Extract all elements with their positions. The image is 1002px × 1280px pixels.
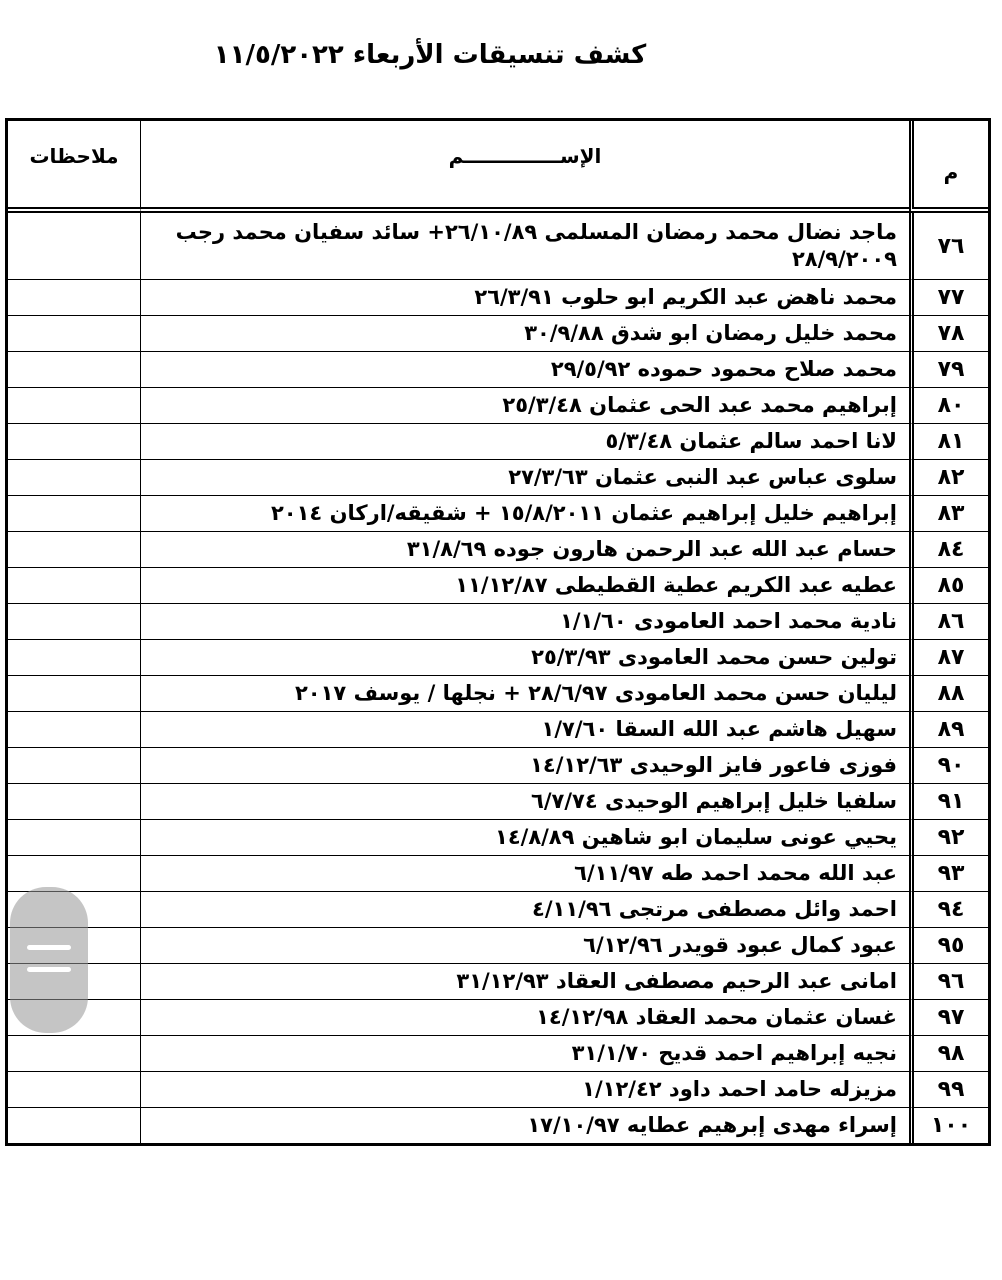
row-name: إبراهيم محمد عبد الحى عثمان ٢٥/٣/٤٨ [140, 388, 909, 424]
row-notes [8, 496, 140, 532]
row-name: عبد الله محمد احمد طه ٦/١١/٩٧ [140, 856, 909, 892]
row-num: ٩٠ [909, 748, 988, 784]
table-row [8, 388, 988, 424]
row-notes [8, 213, 140, 280]
row-num: ٩٤ [909, 892, 988, 928]
row-num: ٩٢ [909, 820, 988, 856]
row-name: إسراء مهدى إبرهيم عطايه ١٧/١٠/٩٧ [140, 1108, 909, 1143]
handle-bar [27, 967, 71, 972]
row-notes [8, 712, 140, 748]
row-num: ٧٧ [909, 280, 988, 316]
row-notes [8, 424, 140, 460]
header-num: م [909, 121, 988, 213]
table-row [8, 424, 988, 460]
row-notes [8, 640, 140, 676]
row-name: فوزى فاعور فايز الوحيدى ١٤/١٢/٦٣ [140, 748, 909, 784]
row-num: ٩٥ [909, 928, 988, 964]
table-row [8, 784, 988, 820]
table-row [8, 460, 988, 496]
row-num: ٨٣ [909, 496, 988, 532]
row-notes [8, 748, 140, 784]
header-name: الإســــــــــــــم [140, 121, 909, 213]
row-num: ٩٦ [909, 964, 988, 1000]
row-num: ٨٤ [909, 532, 988, 568]
row-name: غسان عثمان محمد العقاد ١٤/١٢/٩٨ [140, 1000, 909, 1036]
header-notes: ملاحظات [8, 121, 140, 213]
table-row [8, 532, 988, 568]
row-name: سهيل هاشم عبد الله السقا ١/٧/٦٠ [140, 712, 909, 748]
row-num: ٨٢ [909, 460, 988, 496]
table-row [8, 712, 988, 748]
row-name: احمد وائل مصطفى مرتجى ٤/١١/٩٦ [140, 892, 909, 928]
row-name: مزيزله حامد احمد داود ١/١٢/٤٢ [140, 1072, 909, 1108]
row-notes [8, 316, 140, 352]
table-row [8, 1108, 988, 1143]
row-name: سلفيا خليل إبراهيم الوحيدى ٦/٧/٧٤ [140, 784, 909, 820]
row-notes [8, 568, 140, 604]
row-notes [8, 856, 140, 892]
row-name: امانى عبد الرحيم مصطفى العقاد ٣١/١٢/٩٣ [140, 964, 909, 1000]
table-row [8, 213, 988, 280]
names-table [5, 118, 991, 1146]
row-notes [8, 280, 140, 316]
row-num: ٧٩ [909, 352, 988, 388]
row-num: ٧٦ [909, 213, 988, 280]
row-name: سلوى عباس عبد النبى عثمان ٢٧/٣/٦٣ [140, 460, 909, 496]
table-row [8, 820, 988, 856]
row-name: ماجد نضال محمد رمضان المسلمى ٢٦/١٠/٨٩+ سائد سفيان محمد رجب ٢٨/٩/٢٠٠٩ [140, 213, 909, 280]
handle-bar [27, 945, 71, 950]
row-name: لانا احمد سالم عثمان ٥/٣/٤٨ [140, 424, 909, 460]
table-row [8, 316, 988, 352]
row-num: ٩٩ [909, 1072, 988, 1108]
table-row [8, 1036, 988, 1072]
row-name: محمد ناهض عبد الكريم ابو حلوب ٢٦/٣/٩١ [140, 280, 909, 316]
row-num: ٨٧ [909, 640, 988, 676]
table-row [8, 640, 988, 676]
row-notes [8, 460, 140, 496]
row-num: ٨٠ [909, 388, 988, 424]
row-name: نادية محمد احمد العامودى ١/١/٦٠ [140, 604, 909, 640]
row-notes [8, 820, 140, 856]
row-num: ٩٣ [909, 856, 988, 892]
table-row [8, 604, 988, 640]
row-num: ٩٨ [909, 1036, 988, 1072]
row-name: تولين حسن محمد العامودى ٢٥/٣/٩٣ [140, 640, 909, 676]
row-name: عبود كمال عبود قويدر ٦/١٢/٩٦ [140, 928, 909, 964]
table-row [8, 928, 988, 964]
row-name: حسام عبد الله عبد الرحمن هارون جوده ٣١/٨/٦٩ [140, 532, 909, 568]
row-notes [8, 1108, 140, 1143]
row-name: يحيي عونى سليمان ابو شاهين ١٤/٨/٨٩ [140, 820, 909, 856]
table-row [8, 892, 988, 928]
row-name: محمد صلاح محمود حموده ٢٩/٥/٩٢ [140, 352, 909, 388]
row-num: ٨١ [909, 424, 988, 460]
row-notes [8, 352, 140, 388]
row-notes [8, 1072, 140, 1108]
table-row [8, 280, 988, 316]
row-notes [8, 1036, 140, 1072]
row-name: محمد خليل رمضان ابو شدق ٣٠/٩/٨٨ [140, 316, 909, 352]
row-num: ٩١ [909, 784, 988, 820]
row-num: ٨٥ [909, 568, 988, 604]
row-notes [8, 784, 140, 820]
table-row [8, 1000, 988, 1036]
table-row [8, 856, 988, 892]
row-name: إبراهيم خليل إبراهيم عثمان ١٥/٨/٢٠١١ + شقيقه/اركان ٢٠١٤ [140, 496, 909, 532]
table-row [8, 676, 988, 712]
page-title: كشف تنسيقات الأربعاء ١١/٥/٢٠٢٢ [213, 40, 647, 70]
row-name: نجيه إبراهيم احمد قديح ٣١/١/٧٠ [140, 1036, 909, 1072]
row-num: ٩٧ [909, 1000, 988, 1036]
table-row [8, 1072, 988, 1108]
drag-handle-icon[interactable] [10, 887, 88, 1033]
row-notes [8, 388, 140, 424]
table-row [8, 964, 988, 1000]
table-row [8, 352, 988, 388]
table-row [8, 496, 988, 532]
row-num: ٨٦ [909, 604, 988, 640]
row-notes [8, 604, 140, 640]
row-notes [8, 676, 140, 712]
table-row [8, 568, 988, 604]
row-name: ليليان حسن محمد العامودى ٢٨/٦/٩٧ + نجلها / يوسف ٢٠١٧ [140, 676, 909, 712]
row-name: عطيه عبد الكريم عطية القطيطى ١١/١٢/٨٧ [140, 568, 909, 604]
table-header-row [8, 121, 988, 213]
row-notes [8, 532, 140, 568]
table-row [8, 748, 988, 784]
row-num: ٨٩ [909, 712, 988, 748]
row-num: ١٠٠ [909, 1108, 988, 1143]
row-num: ٨٨ [909, 676, 988, 712]
row-num: ٧٨ [909, 316, 988, 352]
